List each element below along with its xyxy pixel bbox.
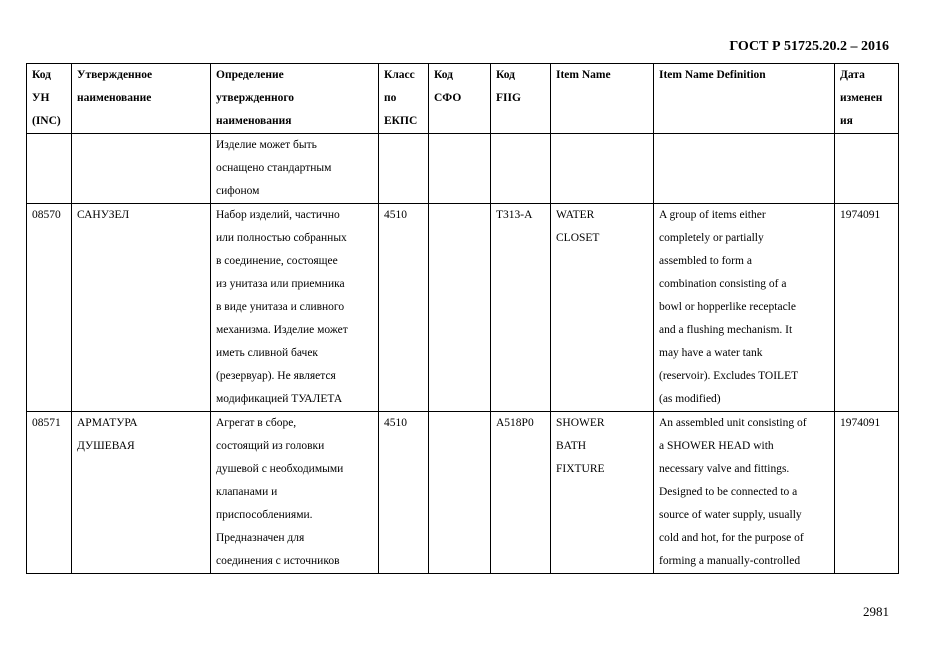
cell-sfo (429, 412, 491, 574)
header-fiig: Код FIIG (491, 64, 551, 134)
cell-approved-name: САНУЗЕЛ (72, 204, 211, 412)
document-header: ГОСТ Р 51725.20.2 – 2016 (729, 39, 889, 54)
cell-fiig: T313-A (491, 204, 551, 412)
cell-definition: Набор изделий, частично или полностью собранных в соединение, состоящее из унитаза или приемника в виде унитаза и сливного механизма. Изделие может иметь сливной бачек (резервуар). Не является модификацией ТУАЛЕТА (211, 204, 379, 412)
cell-item-name-definition: A group of items either completely or partially assembled to form a combination consisting of a bowl or hopperlike receptacle and a flushing mechanism. It may have a water tank (reservoir). Excludes TOILET (as modified) (654, 204, 835, 412)
cell-inc: 08570 (27, 204, 72, 412)
cell-approved-name: АРМАТУРА ДУШЕВАЯ (72, 412, 211, 574)
data-table (26, 63, 899, 574)
cell-item-name: SHOWER BATH FIXTURE (551, 412, 654, 574)
cell-class (379, 134, 429, 204)
header-inc: Код УН (INC) (27, 64, 72, 134)
cell-item-name-definition (654, 134, 835, 204)
cell-fiig: A518P0 (491, 412, 551, 574)
page-number: 2981 (863, 604, 889, 619)
cell-definition: Агрегат в сборе, состоящий из головки душевой с необходимыми клапанами и приспособлениями. Предназначен для соединения с источников (211, 412, 379, 574)
table-row (27, 204, 899, 412)
cell-item-name: WATER CLOSET (551, 204, 654, 412)
cell-fiig (491, 134, 551, 204)
cell-change-date: 1974091 (835, 412, 899, 574)
header-approved-name: Утвержденное наименование (72, 64, 211, 134)
header-item-name: Item Name (551, 64, 654, 134)
cell-approved-name (72, 134, 211, 204)
cell-change-date (835, 134, 899, 204)
cell-inc: 08571 (27, 412, 72, 574)
cell-definition: Изделие может быть оснащено стандартным сифоном (211, 134, 379, 204)
cell-class: 4510 (379, 204, 429, 412)
cell-item-name-definition: An assembled unit consisting of a SHOWER HEAD with necessary valve and fittings. Designed to be connected to a source of water supply, usually cold and hot, for the purpose of forming a manually-controlled (654, 412, 835, 574)
table-header-row (27, 64, 899, 134)
header-definition: Определение утвержденного наименования (211, 64, 379, 134)
header-item-name-definition: Item Name Definition (654, 64, 835, 134)
header-sfo: Код СФО (429, 64, 491, 134)
table-row (27, 412, 899, 574)
table-row (27, 134, 899, 204)
cell-sfo (429, 204, 491, 412)
cell-class: 4510 (379, 412, 429, 574)
cell-item-name (551, 134, 654, 204)
header-class: Класс по ЕКПС (379, 64, 429, 134)
cell-change-date: 1974091 (835, 204, 899, 412)
cell-sfo (429, 134, 491, 204)
header-change-date: Дата изменен ия (835, 64, 899, 134)
cell-inc (27, 134, 72, 204)
